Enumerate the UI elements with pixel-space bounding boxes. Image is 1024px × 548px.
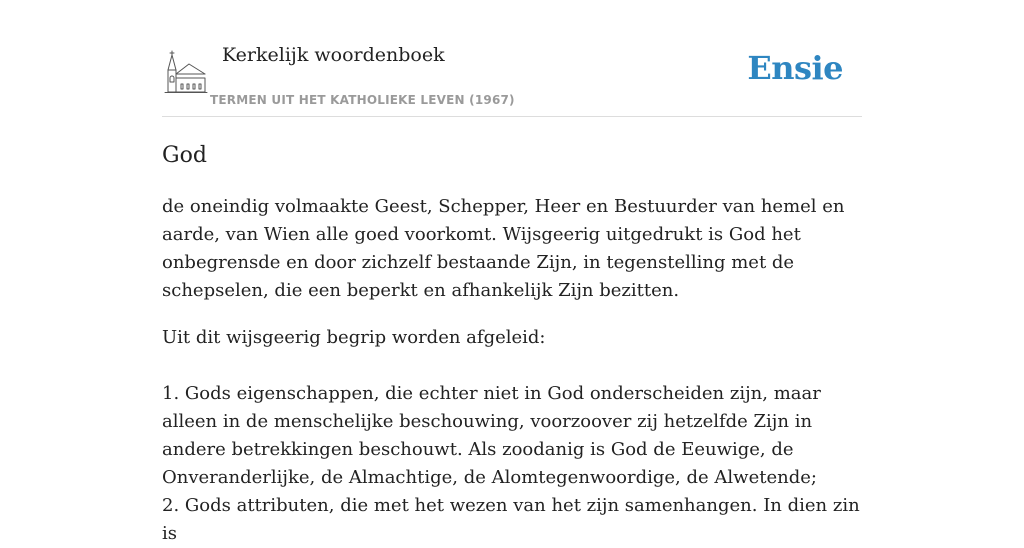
ensie-logo[interactable]: Ensie xyxy=(747,49,843,87)
attribute-list xyxy=(162,380,862,548)
dictionary-title[interactable]: Kerkelijk woordenboek xyxy=(222,44,445,66)
list-item: 1. Gods eigenschappen, die echter niet in God onderscheiden zijn, maar alleen in de menschelijke beschouwing, voorzoover zij hetzelfde Zijn in andere betrekkingen beschouwt. Als zoodanig is God de Eeuwige, de Onveranderlijke, de Almachtige, de Alomtegenwoordige, de Alwetende; xyxy=(162,383,821,488)
church-icon[interactable] xyxy=(165,50,207,94)
dictionary-header xyxy=(162,0,862,117)
intro-paragraph: Uit dit wijsgeerig begrip worden afgeleid: xyxy=(162,327,546,348)
dictionary-subtitle: TERMEN UIT HET KATHOLIEKE LEVEN (1967) xyxy=(210,93,515,107)
definition-paragraph: de oneindig volmaakte Geest, Schepper, Heer en Bestuurder van hemel en aarde, van Wien alle goed voorkomt. Wijsgeerig uitgedrukt is God het onbegrensde en door zichzelf bestaande Zijn, in tegenstelling met de schepselen, die een beperkt en afhankelijk Zijn bezitten. xyxy=(162,196,845,301)
entry-term: God xyxy=(162,143,207,168)
list-item: 2. Gods attributen, die met het wezen van het zijn samenhangen. In dien zin is xyxy=(162,495,860,544)
page xyxy=(162,0,862,548)
